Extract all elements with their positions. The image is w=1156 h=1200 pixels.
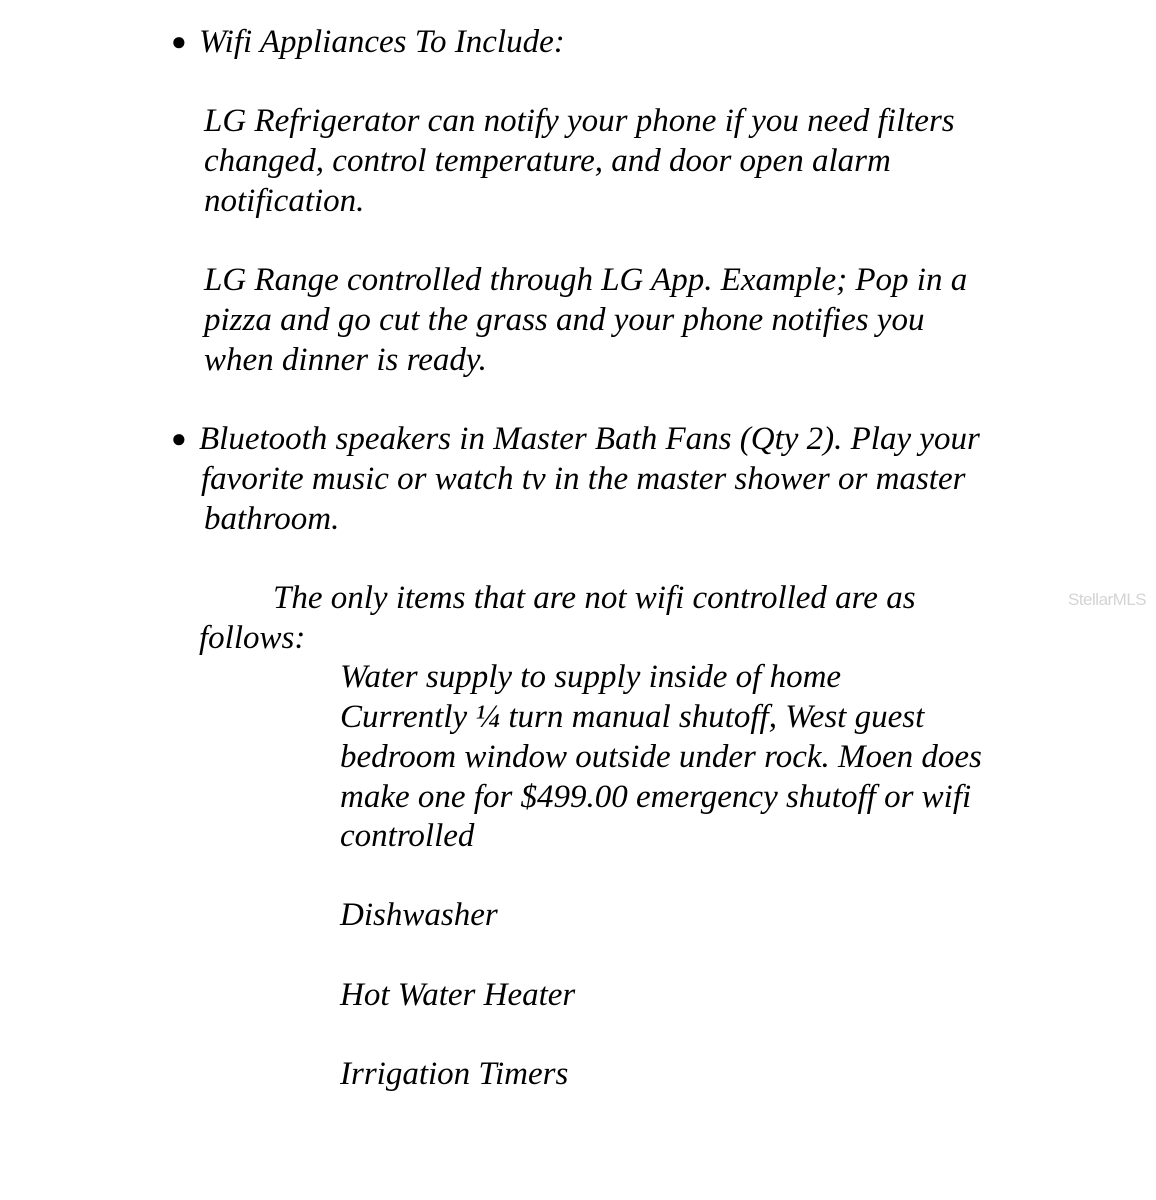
item-hot-water-heater: Hot Water Heater bbox=[340, 977, 576, 1013]
stellarmls-watermark: StellarMLS bbox=[1068, 590, 1147, 609]
not-wifi-intro-line: The only items that are not wifi controlled are as bbox=[273, 580, 916, 616]
item-irrigation-timers: Irrigation Timers bbox=[340, 1056, 569, 1092]
refrigerator-text-line: LG Refrigerator can notify your phone if you need filters bbox=[204, 103, 955, 139]
range-text-line: pizza and go cut the grass and your phone notifies you bbox=[204, 302, 925, 338]
water-supply-line: controlled bbox=[340, 818, 475, 854]
bullet-bluetooth-speakers: ● bbox=[171, 424, 187, 453]
range-text-line: LG Range controlled through LG App. Example; Pop in a bbox=[204, 262, 968, 298]
water-supply-line: bedroom window outside under rock. Moen does bbox=[340, 739, 982, 775]
range-text-line: when dinner is ready. bbox=[204, 342, 487, 378]
bluetooth-text-line: bathroom. bbox=[204, 501, 340, 537]
refrigerator-text-line: notification. bbox=[204, 183, 365, 219]
heading-wifi-appliances: Wifi Appliances To Include: bbox=[199, 24, 565, 60]
not-wifi-intro-line: follows: bbox=[199, 620, 306, 656]
item-dishwasher: Dishwasher bbox=[340, 897, 498, 933]
bluetooth-text-line: Bluetooth speakers in Master Bath Fans (Qty 2). Play your bbox=[199, 421, 980, 457]
water-supply-line: make one for $499.00 emergency shutoff or wifi bbox=[340, 779, 972, 815]
refrigerator-text-line: changed, control temperature, and door open alarm bbox=[204, 143, 891, 179]
water-supply-line: Currently ¼ turn manual shutoff, West guest bbox=[340, 699, 925, 735]
water-supply-line: Water supply to supply inside of home bbox=[340, 659, 842, 695]
bluetooth-text-line: favorite music or watch tv in the master shower or master bbox=[201, 461, 966, 497]
bullet-wifi-appliances: ● bbox=[171, 27, 187, 56]
